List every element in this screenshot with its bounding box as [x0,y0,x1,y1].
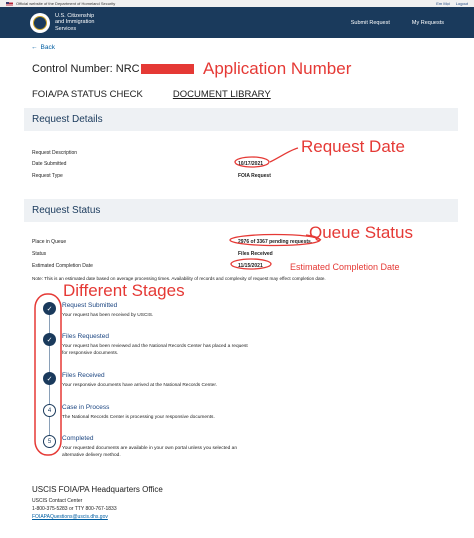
stage-desc: The National Records Center is processing your responsive documents. [62,415,215,420]
stage-title: Request Submitted [62,302,118,309]
row-value-status: Files Received [238,251,273,257]
main-nav [351,20,444,26]
nav-my-requests[interactable]: My Requests [411,19,444,26]
gov-banner [0,0,474,7]
dhs-seal-icon [30,13,50,33]
site-header [0,7,474,38]
check-circle-icon: ✓ [43,372,56,385]
tab-document-library[interactable]: DOCUMENT LIBRARY [172,89,271,100]
arrow-request-date [270,148,298,162]
stage-title: Files Requested [62,333,109,340]
check-circle-icon: ✓ [43,302,56,315]
stage-title: Completed [62,435,94,442]
arrow-left-icon: ← [31,44,38,51]
row-label-request-type: Request Type [32,173,63,179]
gov-banner-text: Official website of the Department of Homeland Security [16,1,116,6]
row-value-place-in-queue: 2976 of 3367 pending requests. [238,239,313,245]
request-details-heading: Request Details [24,108,458,131]
annotation-different-stages: Different Stages [63,281,185,300]
row-value-request-type: FOIA Request [238,173,271,179]
page-tabs [32,89,271,100]
stage-desc: Your requested documents are available in your own portal unless you selected an alternative delivery method. [62,446,238,458]
control-number-label: Control Number: NRC [32,63,140,75]
footer-email-link[interactable]: FOIAPAQuestions@uscis.dhs.gov [32,514,108,520]
annotation-estimated-completion: Estimated Completion Date [290,262,400,272]
annotation-request-date: Request Date [301,137,405,156]
us-flag-icon [6,2,13,6]
annotation-application-number: Application Number [203,59,352,78]
tab-status-check[interactable]: FOIA/PA STATUS CHECK [32,89,143,100]
agency-name-line3: Services [55,25,77,32]
language-link[interactable]: Em Mọi [436,1,450,6]
footer-contact-center: USCIS Contact Center [32,498,83,504]
row-label-completion-date: Estimated Completion Date [32,263,93,269]
back-label: Back [40,44,55,51]
check-circle-icon: ✓ [43,333,56,346]
row-label-date-submitted: Date Submitted [32,161,67,167]
stage-number-circle: 4 [43,404,56,417]
row-value-date-submitted: 10/17/2021 [238,161,264,167]
row-label-description: Request Description [32,150,78,156]
stage-number-circle: 5 [43,435,56,448]
footer-title: USCIS FOIA/PA Headquarters Office [32,485,163,494]
request-status-heading: Request Status [24,199,458,222]
logout-link[interactable]: Logout [455,1,468,6]
redaction-box [141,64,194,74]
uscis-logo[interactable] [30,13,94,33]
stage-desc: Your request has been received by USCIS. [62,313,154,318]
agency-name-line2: and Immigration [55,19,95,26]
footer-phone: 1-800-375-5283 or TTY 800-767-1833 [32,506,117,512]
nav-submit-request[interactable]: Submit Request [350,19,390,26]
annotation-queue-status: Queue Status [309,223,413,242]
stage-title: Files Received [62,372,105,379]
stage-title: Case in Process [62,404,110,411]
row-value-completion-date: 11/15/2021 [238,263,263,269]
row-label-status: Status [32,251,47,257]
back-link[interactable] [31,44,55,51]
estimate-note: Note: This is an estimated date based on average processing times. Availability of records and complexity of request may effect completion date. [32,276,326,281]
stage-desc: Your request has been reviewed and the National Records Center has placed a request for responsive documents. [62,344,248,356]
row-label-place-in-queue: Place in Queue [32,239,67,245]
agency-name-line1: U.S. Citizenship [55,12,95,19]
stage-desc: Your responsive documents have arrived at the National Records Center. [62,383,218,388]
control-number [32,63,194,75]
